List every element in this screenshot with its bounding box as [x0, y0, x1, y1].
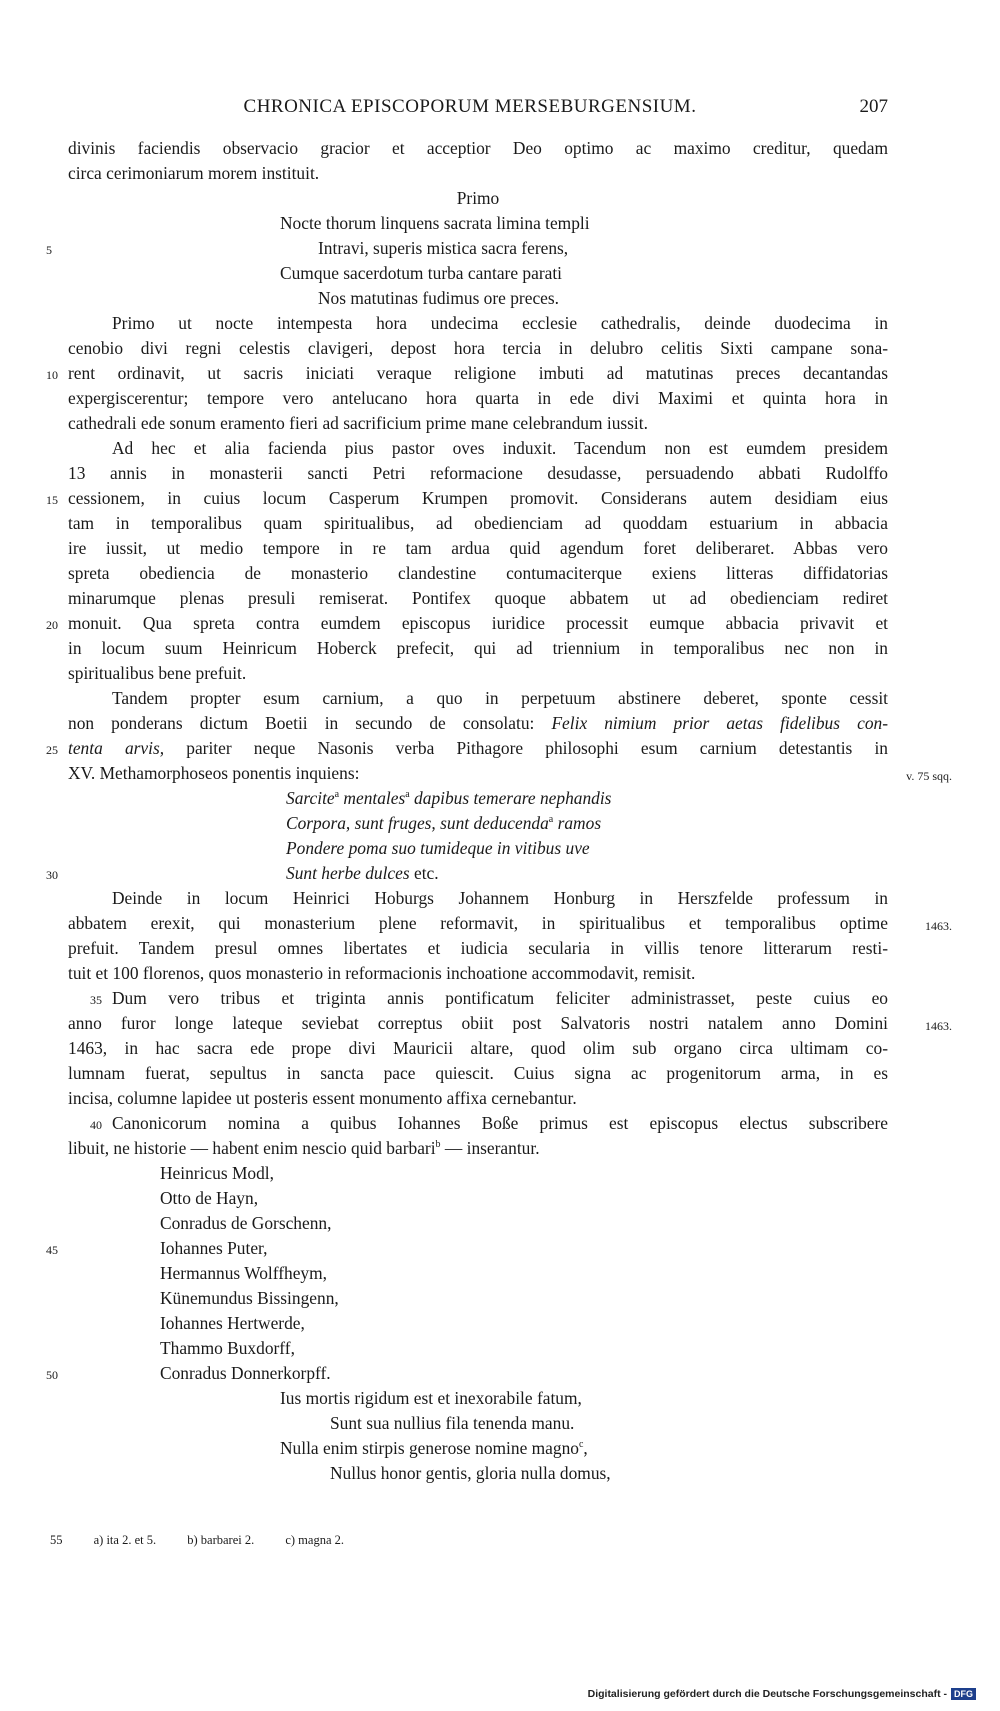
line-text: cathedrali ede sonum eramento fieri ad sacrificium prime mane celebrandum iussit.: [68, 413, 648, 433]
text-line: [68, 1011, 952, 1036]
dfg-logo: DFG: [951, 1688, 976, 1700]
line-text: 1463, in hac sacra ede prope divi Mauricii altare, quod olim sub organo circa ultimam co-: [68, 1038, 888, 1058]
italic-text: Felix nimium prior aetas fidelibus con-: [551, 713, 889, 733]
text-line: [68, 561, 888, 586]
line-text: Thammo Buxdorff,: [160, 1338, 295, 1358]
text-line: [68, 1261, 888, 1286]
line-number: 25: [46, 743, 58, 757]
text-line: [68, 511, 888, 536]
text-line: [68, 1186, 888, 1211]
italic-text: Sarcite: [286, 788, 335, 808]
line-text: Iohannes Puter,: [160, 1238, 268, 1258]
line-number: 50: [46, 1368, 58, 1382]
line-text: ,: [583, 1438, 588, 1458]
italic-text: tenta arvis,: [68, 738, 165, 758]
line-number: 45: [46, 1243, 58, 1257]
text-line: [68, 686, 888, 711]
margin-note: 1463.: [925, 919, 952, 933]
line-text: prefuit. Tandem presul omnes libertates et iudicia secularia in villis tenore litterarum resti-: [68, 938, 888, 958]
margin-note: 1463.: [925, 1019, 952, 1033]
line-text: Primo: [456, 188, 500, 208]
text-line: [68, 586, 888, 611]
footnote-c: c) magna 2.: [285, 1533, 344, 1547]
line-text: Otto de Hayn,: [160, 1188, 259, 1208]
text-line: [68, 1036, 888, 1061]
line-text: XV. Methamorphoseos ponentis inquiens:: [68, 763, 360, 783]
text-line: [46, 861, 888, 886]
line-text: tuit et 100 florenos, quos monasterio in reformacionis inchoatione accommodavit, remisit.: [68, 963, 696, 983]
line-text: divinis faciendis observacio gracior et acceptior Deo optimo ac maximo creditur, quedam: [68, 138, 888, 158]
line-text: Cumque sacerdotum turba cantare parati: [280, 263, 562, 283]
italic-text: Sunt herbe dulces: [286, 863, 410, 883]
line-text: pariter neque Nasonis verba Pithagore philosophi esum carnium detestantis in: [164, 738, 889, 758]
text-line: [68, 911, 952, 936]
text-line: [68, 986, 888, 1011]
text-line: [68, 1061, 888, 1086]
text-line: [68, 1211, 888, 1236]
line-text: lumnam fuerat, sepultus in sancta pace quiescit. Cuius signa ac progenitorum arma, in es: [68, 1063, 888, 1083]
text-line: [68, 161, 888, 186]
footnote-a: a) ita 2. et 5.: [93, 1533, 157, 1547]
page-number: 207: [859, 96, 888, 117]
text-line: [68, 461, 888, 486]
italic-text: ramos: [553, 813, 602, 833]
line-number: 5: [46, 243, 52, 257]
line-text: monuit. Qua spreta contra eumdem episcopus iuridice processit eumque abbacia privavit et: [68, 613, 888, 633]
margin-note: v. 75 sqq.: [906, 769, 952, 783]
line-text: Nos matutinas fudimus ore preces.: [318, 288, 559, 308]
text-line: [68, 1086, 888, 1111]
line-text: Conradus de Gorschenn,: [160, 1213, 332, 1233]
line-text: rent ordinavit, ut sacris iniciati veraque religione imbuti ad matutinas preces decantandas: [68, 363, 888, 383]
footnote-marker: c: [578, 1439, 584, 1451]
line-text: Canonicorum nomina a quibus Iohannes Boße primus est episcopus electus subscribere: [112, 1113, 888, 1133]
text-line: [68, 336, 888, 361]
text-line: [68, 836, 888, 861]
line-text: in locum suum Heinricum Hoberck prefecit, qui ad triennium in temporalibus nec non in: [68, 638, 888, 658]
line-text: spreta obediencia de monasterio clandestine contumaciterque exiens litteras diffidatorias: [68, 563, 888, 583]
line-text: cenobio divi regni celestis clavigeri, depost hora tercia in delubro celitis Sixti campane sona-: [68, 338, 888, 358]
line-text: etc.: [409, 863, 439, 883]
italic-text: dapibus temerare nephandis: [409, 788, 612, 808]
text-line: [68, 1386, 888, 1411]
text-line: [68, 186, 888, 211]
text-line: [46, 1236, 888, 1261]
text-line: [68, 936, 888, 961]
text-line: [68, 1161, 888, 1186]
line-text: spiritualibus bene prefuit.: [68, 663, 247, 683]
text-line: [68, 636, 888, 661]
text-line: [68, 761, 952, 786]
text-line: [46, 486, 888, 511]
line-text: non ponderans dictum Boetii in secundo de consolatu:: [68, 713, 552, 733]
running-header: [52, 96, 888, 124]
text-line: [68, 436, 888, 461]
line-text: Dum vero tribus et triginta annis pontificatum feliciter administrasset, peste cuius eo: [112, 988, 888, 1008]
text-line: [68, 411, 888, 436]
footnotes: [50, 1533, 372, 1548]
footnote-marker: b: [435, 1139, 441, 1151]
text-line: [68, 1336, 888, 1361]
text-line: [68, 286, 888, 311]
line-text: Iohannes Hertwerde,: [160, 1313, 305, 1333]
text-line: [68, 1136, 888, 1161]
text-line: [68, 661, 888, 686]
footnote-marker: a: [334, 789, 340, 801]
line-text: Sunt sua nullius fila tenenda manu.: [330, 1413, 575, 1433]
line-text: Intravi, superis mistica sacra ferens,: [318, 238, 569, 258]
line-text: Hermannus Wolffheym,: [160, 1263, 328, 1283]
footnote-line-number: 55: [50, 1533, 63, 1547]
text-line: [68, 536, 888, 561]
line-text: Nocte thorum linquens sacrata limina templi: [280, 213, 590, 233]
text-line: [68, 261, 888, 286]
text-line: [68, 786, 888, 811]
text-line: [46, 736, 889, 761]
line-text: incisa, columne lapidee ut posteris essent monumento affixa cernebantur.: [68, 1088, 577, 1108]
italic-text: Pondere poma suo tumideque in vitibus uve: [286, 838, 590, 858]
footnote-marker: a: [405, 789, 410, 801]
line-text: Ad hec et alia facienda pius pastor oves induxit. Tacendum non est eumdem presidem: [112, 438, 888, 458]
text-line: [68, 386, 888, 411]
footer-credit-text: Digitalisierung gefördert durch die Deutsche Forschungsgemeinschaft -: [587, 1688, 947, 1700]
text-line: [68, 211, 888, 236]
line-text: minarumque plenas presuli remiserat. Pontifex quoque abbatem ut ad obedienciam rediret: [68, 588, 888, 608]
line-text: circa cerimoniarum morem instituit.: [68, 163, 320, 183]
line-text: 13 annis in monasterii sancti Petri reformacione desudasse, persuadendo abbati Rudolffo: [68, 463, 888, 483]
text-line: [46, 236, 888, 261]
running-title: CHRONICA EPISCOPORUM MERSEBURGENSIUM.: [243, 96, 697, 117]
text-line: [68, 711, 888, 736]
italic-text: mentales: [339, 788, 406, 808]
line-text: tam in temporalibus quam spiritualibus, ad obedienciam ad quoddam estuarium in abbacia: [68, 513, 888, 533]
text-line: [46, 361, 888, 386]
line-text: Deinde in locum Heinrici Hoburgs Johannem Honburg in Herszfelde professum in: [112, 888, 888, 908]
text-line: [68, 136, 888, 161]
text-line: [68, 1286, 888, 1311]
line-text: Tandem propter esum carnium, a quo in perpetuum abstinere deberet, sponte cessit: [112, 688, 888, 708]
line-text: anno furor longe lateque seviebat correptus obiit post Salvatoris nostri natalem anno Domini: [68, 1013, 888, 1033]
text-line: [68, 1311, 888, 1336]
text-line: [68, 311, 888, 336]
line-number: 15: [46, 493, 58, 507]
text-line: [46, 1361, 888, 1386]
text-line: [68, 1111, 888, 1136]
line-number: 35: [90, 993, 102, 1007]
line-number: 30: [46, 868, 58, 882]
line-text: Ius mortis rigidum est et inexorabile fatum,: [280, 1388, 582, 1408]
text-line: [68, 1436, 888, 1461]
text-line: [46, 611, 888, 636]
text-line: [68, 811, 888, 836]
line-text: Conradus Donnerkorpff.: [160, 1363, 331, 1383]
footer-credit: [588, 1688, 976, 1700]
footnote-b: b) barbarei 2.: [187, 1533, 255, 1547]
line-text: Primo ut nocte intempesta hora undecima ecclesie cathedralis, deinde duodecima in: [112, 313, 888, 333]
main-text: [46, 136, 952, 1486]
italic-text: Corpora, sunt fruges, sunt deducenda: [286, 813, 549, 833]
text-line: [68, 961, 888, 986]
line-text: Heinricus Modl,: [160, 1163, 274, 1183]
line-number: 40: [90, 1118, 102, 1132]
line-text: Nullus honor gentis, gloria nulla domus,: [330, 1463, 611, 1483]
line-text: cessionem, in cuius locum Casperum Krumpen promovit. Considerans autem desidiam eius: [68, 488, 888, 508]
line-number: 20: [46, 618, 58, 632]
line-text: ire iussit, ut medio tempore in re tam ardua quid agendum foret deliberaret. Abbas vero: [68, 538, 888, 558]
text-line: [68, 886, 888, 911]
text-line: [68, 1461, 888, 1486]
line-number: 10: [46, 368, 58, 382]
text-line: [68, 1411, 888, 1436]
line-text: expergiscerentur; tempore vero antelucano hora quarta in ede divi Maximi et quinta hora in: [68, 388, 888, 408]
line-text: Nulla enim stirpis generose nomine magno: [280, 1438, 579, 1458]
line-text: — inserantur.: [440, 1138, 540, 1158]
footnote-marker: a: [548, 814, 554, 826]
line-text: abbatem erexit, qui monasterium plene reformavit, in spiritualibus et temporalibus optime: [68, 913, 888, 933]
line-text: Künemundus Bissingenn,: [160, 1288, 339, 1308]
line-text: libuit, ne historie — habent enim nescio quid barbari: [68, 1138, 436, 1158]
